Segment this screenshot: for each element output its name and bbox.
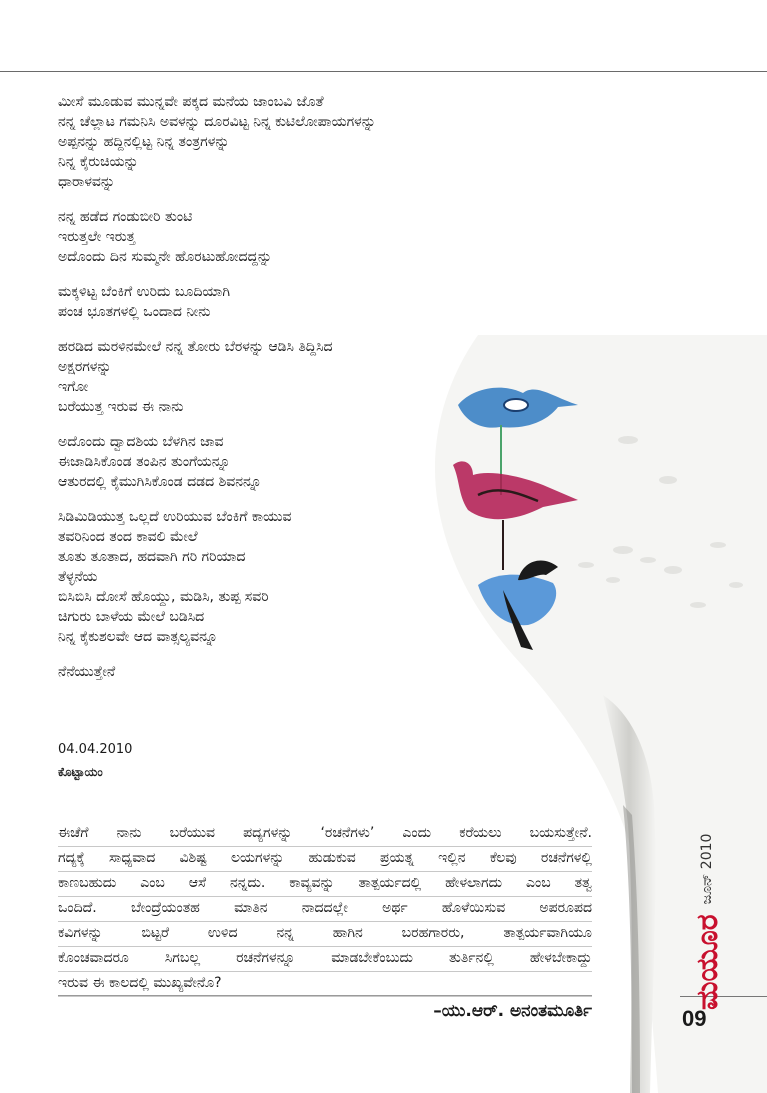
poem-line: ನೆನೆಯುತ್ತೇನೆ xyxy=(58,664,116,680)
note-line: ಗದ್ಯಕ್ಕೆ ಸಾಧ್ಯವಾದ ವಿಶಿಷ್ಟ ಲಯಗಳನ್ನು ಹುಡುಕುವ ಪ್ರಯತ್ನ ಇಲ್ಲಿನ ಕೆಲವು ರಚನೆಗಳಲ್ಲಿ xyxy=(58,847,592,872)
issue-date: ಜೂನ್ 2010 xyxy=(699,833,715,905)
poem-line: ಹರಡಿದ ಮರಳಿನಮೇಲೆ ನನ್ನ ತೋರು ಬೆರಳನ್ನು ಆಡಿಸಿ ತಿದ್ದಿಸಿದ xyxy=(58,339,333,355)
poem-place: ಕೊಟ್ಟಾಯಂ xyxy=(58,765,103,779)
masthead xyxy=(687,833,727,1010)
poem-stanza xyxy=(58,92,448,192)
poem-line: ತವರಿನಿಂದ ತಂದ ಕಾವಲಿ ಮೇಲೆ xyxy=(58,529,198,545)
note-line: ಇರುವ ಈ ಕಾಲದಲ್ಲಿ ಮುಖ್ಯವೇನೊ? xyxy=(58,972,592,997)
poem-line: ಅದೊಂದು ದಿನ ಸುಮ್ಮನೇ ಹೊರಟುಹೋದದ್ದನ್ನು xyxy=(58,249,273,265)
poem-stanza xyxy=(58,282,448,322)
poem-line: ಬರೆಯುತ್ತ ಇರುವ ಈ ನಾನು xyxy=(58,399,184,415)
poem-stanza xyxy=(58,337,448,417)
poem-line: ನಿನ್ನ ಕೈಕುಶಲವೇ ಆದ ವಾತ್ಸಲ್ಯವನ್ನೂ xyxy=(58,629,218,645)
note-line: ಕವಿಗಳನ್ನು ಬಿಟ್ಟರೆ ಉಳಿದ ನನ್ನ ಹಾಗಿನ ಬರಹಗಾರರು, ತಾತ್ಪರ್ಯವಾಗಿಯೂ xyxy=(58,922,592,947)
masthead-logo: ಮಯೂರ xyxy=(689,914,725,1010)
note-line: ಕೊಂಚವಾದರೂ ಸಿಗಬಲ್ಲ ರಚನೆಗಳನ್ನೂ ಮಾಡಬೇಕೆಂಬುದು ತುರ್ತಿನಲ್ಲಿ ಹೇಳಬೇಕಾದ್ದು xyxy=(58,947,592,972)
poem-line: ಆತುರದಲ್ಲಿ ಕೈಮುಗಿಸಿಕೊಂಡ ದಡದ ಶಿವನನ್ನೂ xyxy=(58,474,262,490)
poem-stanza xyxy=(58,507,448,647)
poem-line: ಇರುತ್ತಲೇ ಇರುತ್ತ xyxy=(58,229,136,245)
signature: –ಯು.ಆರ್. ಅನಂತಮೂರ್ತಿ xyxy=(433,1001,592,1021)
poem-line: ನನ್ನ ಹಡೆದ ಗಂಡುಬೀರಿ ತುಂಟಿ xyxy=(58,209,193,225)
note-line: ಒಂದಿದೆ. ಬೇಂದ್ರೆಯಂತಹ ಮಾತಿನ ನಾದದಲ್ಲೇ ಅರ್ಥ ಹೊಳೆಯಿಸುವ ಅಪರೂಪದ xyxy=(58,897,592,922)
poem-stanza xyxy=(58,432,448,492)
poem-line: ಸಿಡಿಮಿಡಿಯುತ್ತ ಒಲ್ಲದೆ ಉರಿಯುವ ಬೆಂಕಿಗೆ ಕಾಯುವ xyxy=(58,509,292,525)
poem xyxy=(58,92,448,697)
page-number: 09 xyxy=(682,1006,707,1031)
note-line: ಈಚೆಗೆ ನಾನು ಬರೆಯುವ ಪದ್ಯಗಳನ್ನು ‘ರಚನೆಗಳು’ ಎಂದು ಕರೆಯಲು ಬಯಸುತ್ತೇನೆ. xyxy=(58,822,592,847)
poem-line: ತೂತು ತೂತಾದ, ಹದವಾಗಿ ಗರಿ ಗರಿಯಾದ xyxy=(58,549,246,565)
poem-line: ಬಿಸಿಬಿಸಿ ದೋಸೆ ಹೊಯ್ದು, ಮಡಿಸಿ, ತುಪ್ಪ ಸವರಿ xyxy=(58,589,269,605)
poem-date: 04.04.2010 xyxy=(58,742,133,757)
poem-line: ಅಪ್ಪನನ್ನು ಹದ್ದಿನಲ್ಲಿಟ್ಟ ನಿನ್ನ ತಂತ್ರಗಳನ್ನು xyxy=(58,134,230,150)
top-rule xyxy=(0,71,767,72)
poem-line: ಚಿಗುರು ಬಾಳೆಯ ಮೇಲೆ ಬಡಿಸಿದ xyxy=(58,609,205,625)
poem-line: ನಿನ್ನ ಕೈರುಚಿಯನ್ನು xyxy=(58,154,139,170)
poem-line: ಈಜಾಡಿಸಿಕೊಂಡ ತಂಪಿನ ತುಂಗೆಯನ್ನೂ xyxy=(58,454,231,470)
poem-line: ತೆಳ್ಳನೆಯ xyxy=(58,569,98,585)
poem-line: ನನ್ನ ಚೆಲ್ಲಾಟ ಗಮನಿಸಿ ಅವಳನ್ನು ದೂರವಿಟ್ಟ ನಿನ್ನ ಕುಟಿಲೋಪಾಯಗಳನ್ನು xyxy=(58,114,376,130)
poem-line: ಮೀಸೆ ಮೂಡುವ ಮುನ್ನವೇ ಪಕ್ಕದ ಮನೆಯ ಜಾಂಬವಿ ಜೊತೆ xyxy=(58,94,324,110)
poem-stanza xyxy=(58,662,448,682)
poem-line: ಪಂಚ ಭೂತಗಳಲ್ಲಿ ಒಂದಾದ ನೀನು xyxy=(58,304,211,320)
poem-line: ಅಕ್ಷರಗಳನ್ನು xyxy=(58,359,112,375)
poem-line: ಮಕ್ಕಳಿಟ್ಟ ಬೆಂಕಿಗೆ ಉರಿದು ಬೂದಿಯಾಗಿ xyxy=(58,284,230,300)
poem-line: ಅದೊಂದು ದ್ವಾದಶಿಯ ಬೆಳಗಿನ ಜಾವ xyxy=(58,434,224,450)
poem-stanza xyxy=(58,207,448,267)
blue-bird-eye xyxy=(504,399,528,411)
poem-line: ಇಗೋ xyxy=(58,379,89,395)
poem-line: ಧಾರಾಳವನ್ನು xyxy=(58,174,116,190)
note-line: ಕಾಣಬಹುದು ಎಂಬ ಆಸೆ ನನ್ನದು. ಕಾವ್ಯವನ್ನು ತಾತ್ಪರ್ಯದಲ್ಲಿ ಹೇಳಲಾಗದು ಎಂಬ ತತ್ವ xyxy=(58,872,592,897)
